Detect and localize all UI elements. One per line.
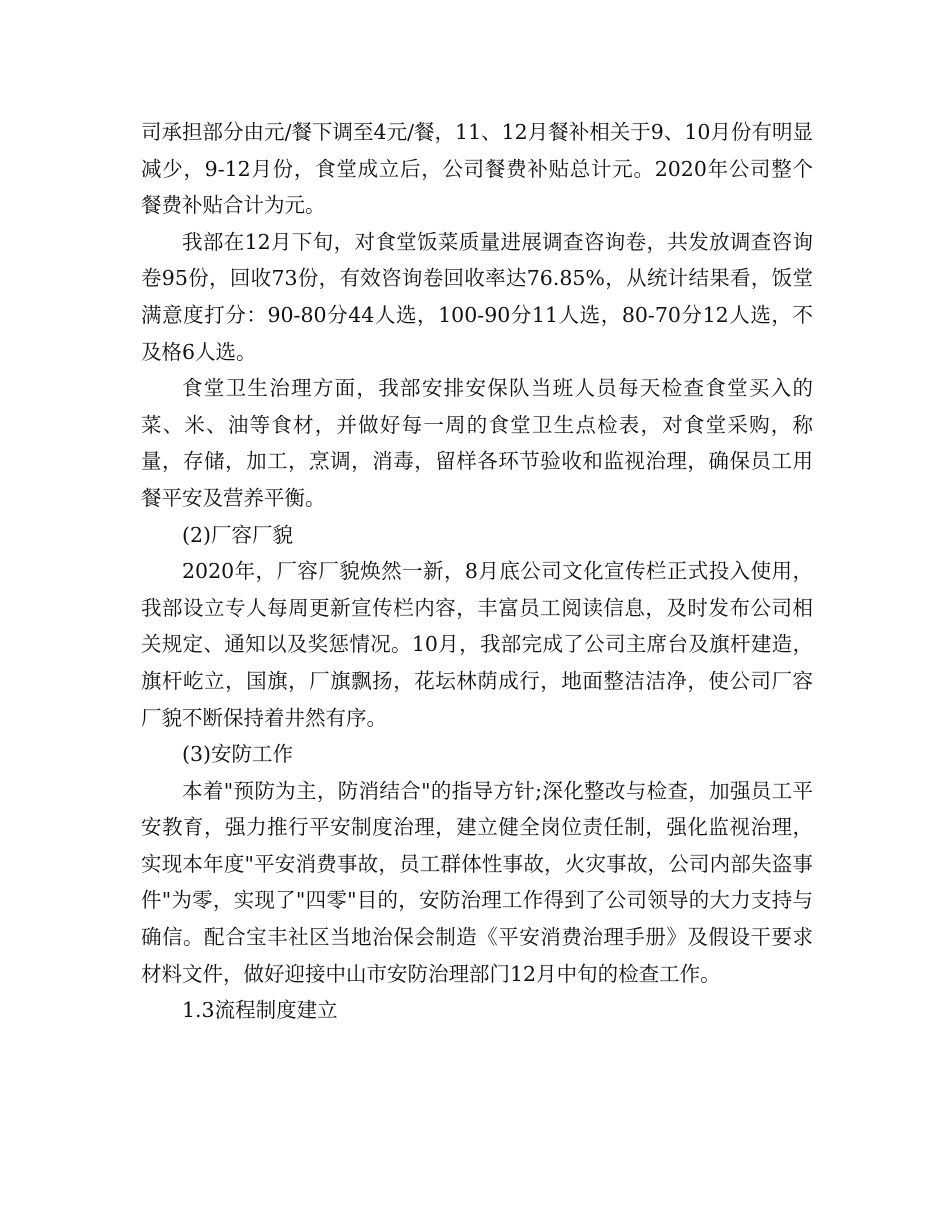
paragraph-canteen-hygiene: 食堂卫生治理方面，我部安排安保队当班人员每天检查食堂买入的菜、米、油等食材，并做好每一周的食堂卫生点检表，对食堂采购，称量，存储，加工，烹调，消毒，留样各环节验收和监视治理，确保员工用餐平安及营养平衡。 [141, 376, 813, 510]
paragraph-meal-subsidy: 司承担部分由元/餐下调至4元/餐，11、12月餐补相关于9、10月份有明显减少，9-12月份，食堂成立后，公司餐费补贴总计元。2020年公司整个餐费补贴合计为元。 [141, 120, 813, 218]
section-heading-security-work: (3)安防工作 [182, 742, 294, 767]
section-heading-factory-appearance: (2)厂容厂貌 [182, 522, 294, 547]
paragraph-canteen-survey: 我部在12月下旬，对食堂饭菜质量进展调查咨询卷，共发放调查咨询卷95份，回收73份，有效咨询卷回收率达76.85%，从统计结果看，饭堂满意度打分：90-80分44人选，100-90分11人选，80-70分12人选，不及格6人选。 [141, 229, 813, 364]
section-heading-process-system: 1.3流程制度建立 [182, 998, 338, 1023]
paragraph-security-work: 本着"预防为主，防消结合"的指导方针;深化整改与检查，加强员工平安教育，强力推行平安制度治理，建立健全岗位责任制，强化监视治理，实现本年度"平安消费事故，员工群体性事故，火灾事故，公司内部失盗事件"为零，实现了"四零"目的，安防治理工作得到了公司领导的大力支持与确信。配合宝丰社区当地治保会制造《平安消费治理手册》及假设干要求材料文件，做好迎接中山市安防治理部门12月中旬的检查工作。 [141, 778, 813, 986]
paragraph-factory-appearance: 2020年，厂容厂貌焕然一新，8月底公司文化宣传栏正式投入使用，我部设立专人每周更新宣传栏内容，丰富员工阅读信息，及时发布公司相关规定、通知以及奖惩情况。10月，我部完成了公司主席台及旗杆建造，旗杆屹立，国旗，厂旗飘扬，花坛林荫成行，地面整洁洁净，使公司厂容厂貌不断保持着井然有序。 [141, 559, 813, 730]
document-body [141, 114, 813, 1029]
